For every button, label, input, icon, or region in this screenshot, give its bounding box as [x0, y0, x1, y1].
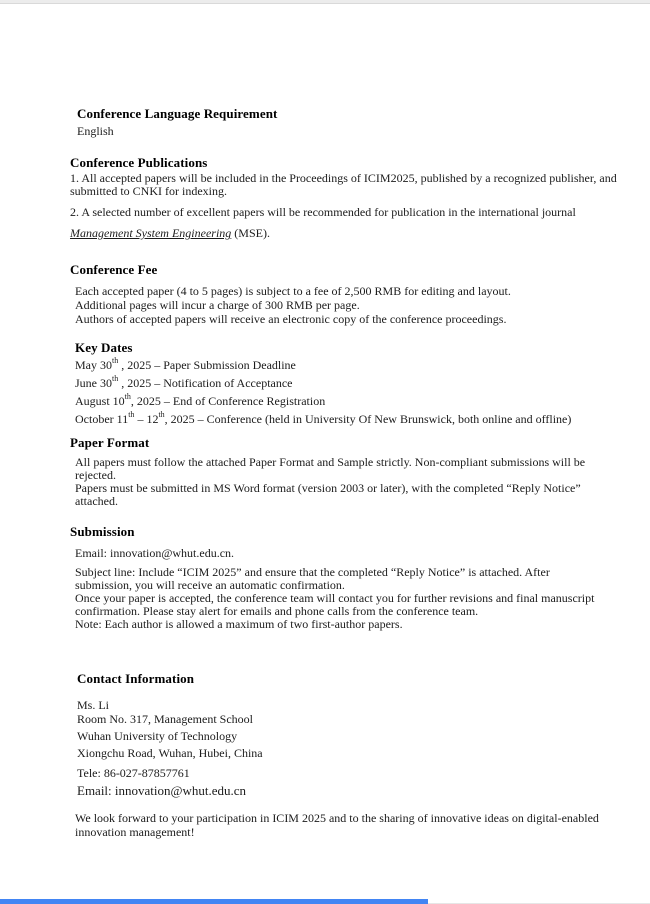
- ordinal-superscript: th: [112, 374, 119, 383]
- ordinal-superscript: th: [158, 410, 165, 419]
- submission-heading: Submission: [70, 524, 135, 539]
- language-body: English: [77, 124, 114, 138]
- ordinal-superscript: th: [112, 356, 119, 365]
- publications-item1-line: submitted to CNKI for indexing.: [70, 184, 227, 198]
- publications-item2-line: 2. A selected number of excellent papers will be recommended for publication in the international journal: [70, 205, 576, 219]
- paper-format-heading: Paper Format: [70, 435, 150, 450]
- section-conference-fee: [70, 262, 511, 326]
- contact-telephone: Tele: 86-027-87857761: [77, 766, 190, 780]
- submission-line: confirmation. Please stay alert for emails and phone calls from the conference team.: [75, 604, 479, 618]
- ordinal-superscript: th: [124, 392, 131, 401]
- date-text: – 12: [134, 412, 159, 426]
- contact-address: Xiongchu Road, Wuhan, Hubei, China: [77, 746, 263, 760]
- section-submission: [70, 524, 594, 631]
- section-paper-format: [70, 435, 585, 508]
- paper-format-line: rejected.: [75, 468, 116, 482]
- section-language-requirement: [77, 106, 278, 138]
- fee-line: Additional pages will incur a charge of 300 RMB per page.: [75, 298, 360, 312]
- date-text: October 11: [75, 412, 129, 426]
- contact-name: Ms. Li: [77, 698, 110, 712]
- publications-journal-line: [70, 227, 617, 240]
- section-key-dates: [75, 340, 571, 430]
- date-text: , 2025 – Paper Submission Deadline: [118, 358, 296, 372]
- paper-format-line: All papers must follow the attached Paper Format and Sample strictly. Non-compliant submissions will be: [75, 455, 586, 469]
- journal-title: Management System Engineering: [70, 226, 232, 240]
- contact-room: Room No. 317, Management School: [77, 712, 253, 726]
- contact-university: Wuhan University of Technology: [77, 729, 238, 743]
- closing-line: We look forward to your participation in ICIM 2025 and to the sharing of innovative ideas on digital-enabled: [75, 811, 599, 825]
- horizontal-scrollbar-thumb[interactable]: [0, 899, 428, 904]
- paper-format-line: attached.: [75, 494, 118, 508]
- submission-email: Email: innovation@whut.edu.cn.: [75, 546, 235, 560]
- date-text: , 2025 – End of Conference Registration: [130, 394, 326, 408]
- paper-format-line: Papers must be submitted in MS Word format (version 2003 or later), with the completed “Reply Notice”: [75, 481, 581, 495]
- closing-line: innovation management!: [75, 825, 195, 839]
- date-text: May 30: [75, 358, 112, 372]
- journal-suffix: (MSE).: [231, 226, 270, 240]
- contact-email: Email: innovation@whut.edu.cn: [77, 783, 247, 798]
- key-dates-heading: Key Dates: [75, 340, 133, 355]
- section-publications: [70, 155, 617, 240]
- submission-line: submission, you will receive an automatic confirmation.: [75, 578, 345, 592]
- ordinal-superscript: th: [128, 410, 135, 419]
- key-date-item: [75, 394, 571, 412]
- submission-line: Subject line: Include “ICIM 2025” and ensure that the completed “Reply Notice” is attached. After: [75, 565, 550, 579]
- fee-heading: Conference Fee: [70, 262, 158, 277]
- publications-item1-line: 1. All accepted papers will be included in the Proceedings of ICIM2025, published by a recognized publisher, and: [70, 171, 617, 185]
- submission-line: Once your paper is accepted, the conference team will contact you for further revisions and final manuscript: [75, 591, 595, 605]
- language-heading: Conference Language Requirement: [77, 106, 278, 121]
- date-text: June 30: [75, 376, 112, 390]
- closing-paragraph: [75, 811, 599, 839]
- key-date-item: [75, 412, 571, 430]
- key-date-item: [75, 358, 571, 376]
- date-text: August 10: [75, 394, 125, 408]
- date-text: , 2025 – Conference (held in University Of New Brunswick, both online and offline): [164, 412, 572, 426]
- publications-heading: Conference Publications: [70, 155, 208, 170]
- fee-line: Authors of accepted papers will receive an electronic copy of the conference proceedings.: [75, 312, 507, 326]
- fee-line: Each accepted paper (4 to 5 pages) is subject to a fee of 2,500 RMB for editing and layout.: [75, 284, 511, 298]
- date-text: , 2025 – Notification of Acceptance: [118, 376, 293, 390]
- window-top-edge: [0, 0, 650, 4]
- section-contact-information: [77, 671, 263, 799]
- key-date-item: [75, 376, 571, 394]
- contact-heading: Contact Information: [77, 671, 195, 686]
- submission-line: Note: Each author is allowed a maximum of two first-author papers.: [75, 617, 403, 631]
